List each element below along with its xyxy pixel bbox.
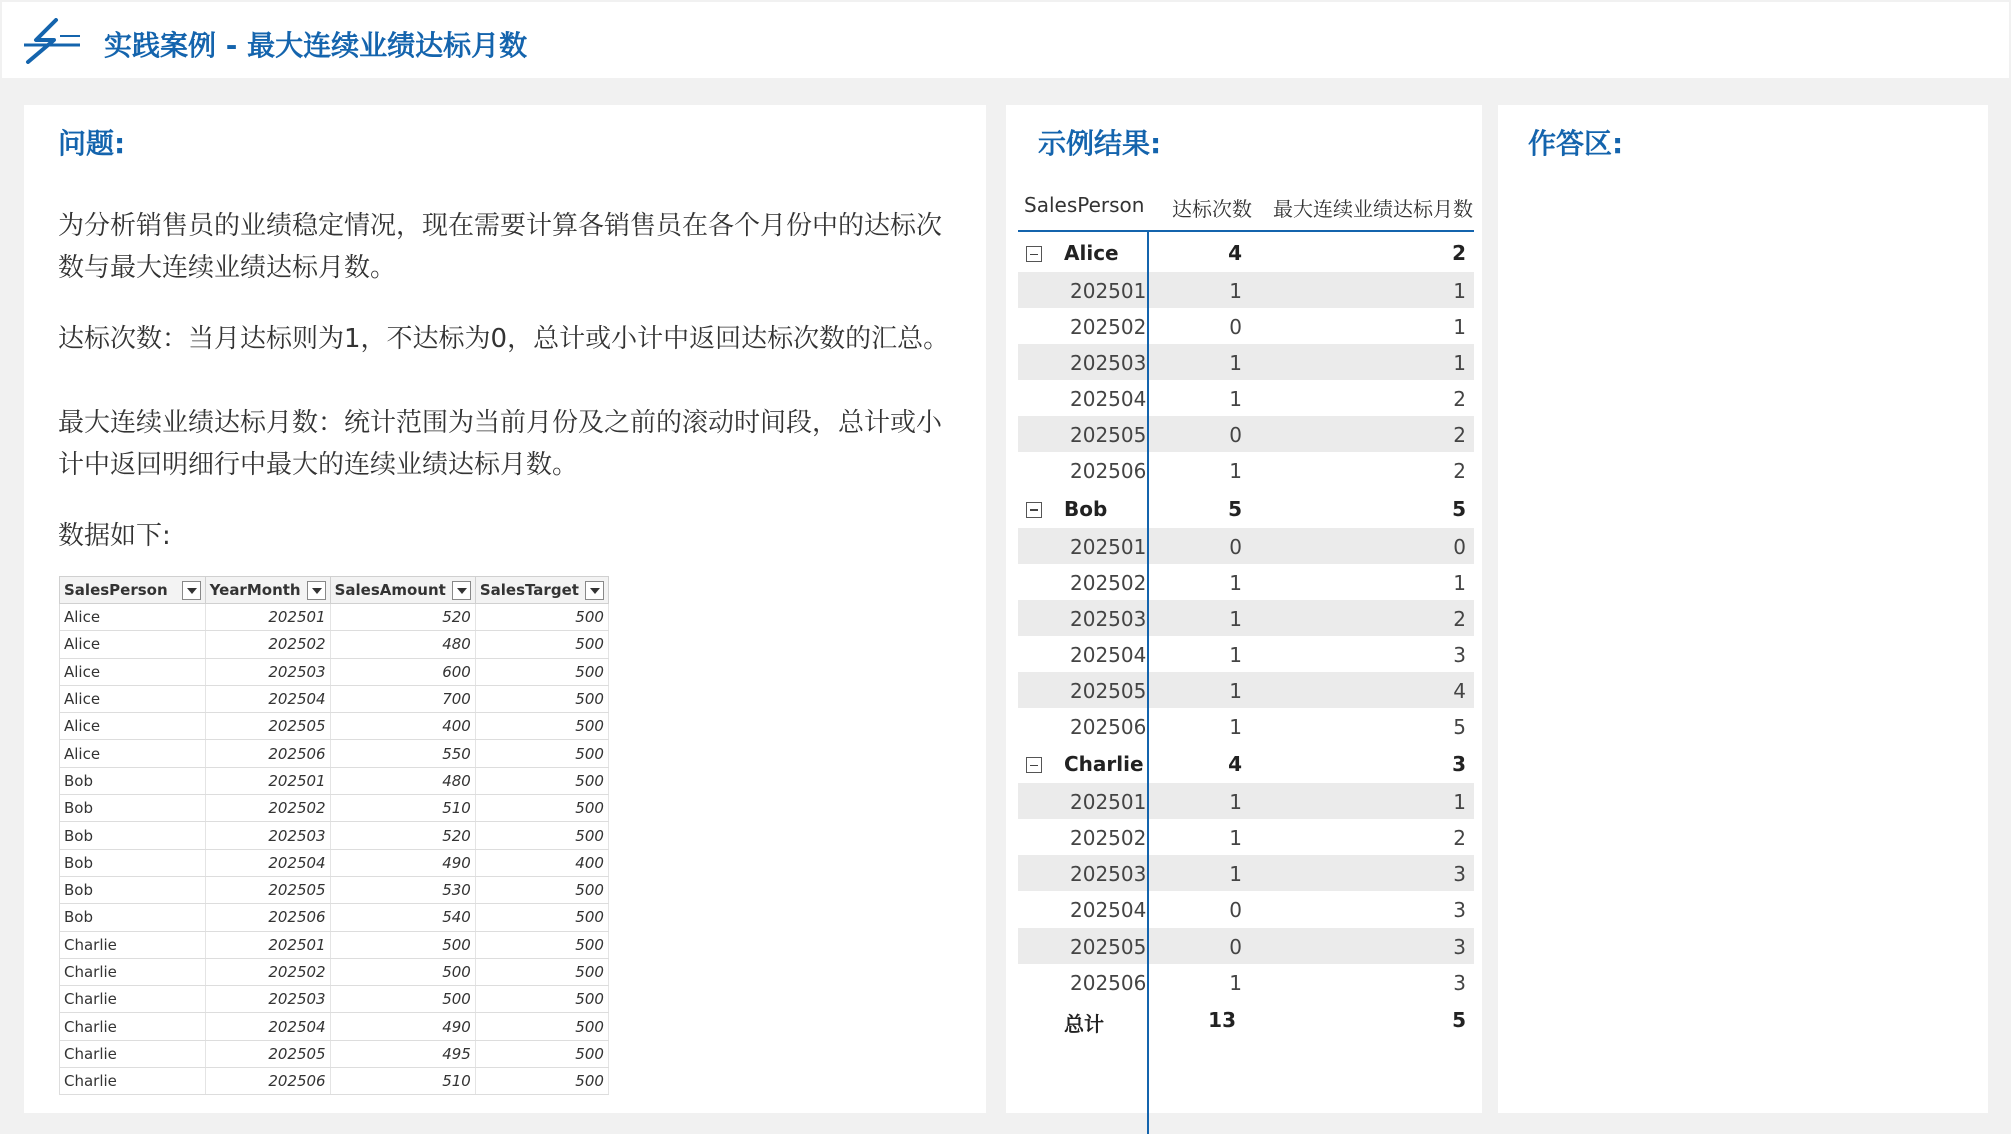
table-cell: 202503	[205, 658, 330, 685]
row-streak: 3	[1453, 934, 1466, 959]
row-month: 202502	[1070, 315, 1147, 340]
group-name: Alice	[1064, 241, 1119, 265]
table-cell: 500	[475, 631, 608, 658]
table-cell: 400	[330, 713, 475, 740]
table-row	[60, 931, 609, 958]
answer-title: 作答区:	[1528, 127, 1624, 160]
definition-streak: 最大连续业绩达标月数：统计范围为当前月份及之前的滚动时间段，总计或小计中返回明细行中最大的连续业绩达标月数。	[58, 408, 943, 480]
collapse-icon[interactable]	[1026, 757, 1042, 773]
table-cell: 500	[475, 740, 608, 767]
group-name: Bob	[1064, 496, 1108, 521]
table-cell: 400	[475, 849, 608, 876]
table-cell: Bob	[60, 795, 206, 822]
table-row	[60, 958, 609, 985]
row-streak: 1	[1453, 790, 1466, 815]
header-divider	[1018, 230, 1474, 232]
filter-dropdown-icon[interactable]	[585, 581, 604, 600]
table-cell: 495	[330, 1040, 475, 1067]
table-cell: 500	[475, 876, 608, 903]
row-count: 1	[1229, 459, 1242, 484]
answer-panel[interactable]	[1498, 105, 1988, 1113]
table-cell: Bob	[60, 822, 206, 849]
result-title: 示例结果:	[1038, 127, 1162, 160]
result-matrix	[1018, 233, 1474, 1038]
page-title: 实践案例 - 最大连续业绩达标月数	[104, 29, 528, 62]
filter-dropdown-icon[interactable]	[182, 581, 201, 600]
matrix-row	[1018, 416, 1474, 452]
table-cell: 500	[475, 1068, 608, 1095]
total-label: 总计	[1064, 1011, 1104, 1036]
table-cell: 202503	[205, 986, 330, 1013]
table-cell: 550	[330, 740, 475, 767]
row-count: 1	[1229, 351, 1242, 376]
table-row	[60, 904, 609, 931]
table-cell: 202501	[205, 604, 330, 631]
group-name: Charlie	[1064, 752, 1144, 777]
row-month: 202502	[1070, 826, 1147, 851]
column-divider	[1147, 232, 1149, 1134]
row-month: 202502	[1070, 570, 1147, 595]
group-streak: 3	[1452, 752, 1466, 777]
table-row	[60, 849, 609, 876]
row-month: 202505	[1070, 423, 1147, 448]
table-cell: 700	[330, 685, 475, 712]
matrix-row	[1018, 528, 1474, 564]
table-cell: Alice	[60, 604, 206, 631]
total-row	[1018, 1000, 1474, 1038]
table-cell: 202505	[205, 876, 330, 903]
row-count: 1	[1229, 715, 1242, 740]
collapse-icon[interactable]	[1026, 502, 1042, 518]
row-month: 202504	[1070, 642, 1147, 667]
row-month: 202505	[1070, 934, 1147, 959]
table-cell: Charlie	[60, 986, 206, 1013]
group-streak: 5	[1452, 496, 1466, 521]
row-streak: 1	[1453, 279, 1466, 303]
table-cell: 500	[475, 604, 608, 631]
row-count: 1	[1229, 790, 1242, 815]
column-header-yearmonth: YearMonth	[205, 577, 330, 604]
table-cell: 500	[330, 986, 475, 1013]
row-streak: 1	[1453, 570, 1466, 595]
source-data-table	[59, 576, 609, 1095]
row-count: 1	[1229, 826, 1242, 851]
matrix-row	[1018, 783, 1474, 819]
column-header-salesperson: SalesPerson	[60, 577, 206, 604]
table-cell: 202502	[205, 795, 330, 822]
data-label: 数据如下:	[58, 521, 171, 551]
header-count[interactable]: 达标次数	[1172, 197, 1252, 221]
question-panel	[24, 105, 986, 1113]
table-cell: 520	[330, 822, 475, 849]
matrix-row	[1018, 964, 1474, 1000]
table-row	[60, 604, 609, 631]
table-cell: 202501	[205, 767, 330, 794]
result-panel	[1006, 105, 1482, 1113]
table-cell: 490	[330, 1013, 475, 1040]
table-cell: 500	[475, 658, 608, 685]
table-row	[60, 658, 609, 685]
row-count: 0	[1229, 898, 1242, 923]
row-count: 1	[1229, 678, 1242, 703]
table-cell: Charlie	[60, 1068, 206, 1095]
row-streak: 1	[1453, 351, 1466, 376]
table-cell: 490	[330, 849, 475, 876]
row-month: 202501	[1070, 534, 1147, 559]
group-count: 4	[1228, 241, 1242, 265]
matrix-row	[1018, 452, 1474, 488]
matrix-row	[1018, 891, 1474, 927]
total-count: 13	[1208, 1007, 1236, 1032]
matrix-row	[1018, 272, 1474, 308]
row-streak: 3	[1453, 970, 1466, 995]
group-row[interactable]	[1018, 489, 1474, 528]
row-count: 1	[1229, 862, 1242, 887]
table-row	[60, 1040, 609, 1067]
table-cell: Bob	[60, 904, 206, 931]
table-cell: 500	[475, 685, 608, 712]
table-cell: 540	[330, 904, 475, 931]
matrix-row	[1018, 819, 1474, 855]
row-month: 202505	[1070, 678, 1147, 703]
table-cell: Alice	[60, 713, 206, 740]
table-cell: Charlie	[60, 958, 206, 985]
collapse-icon[interactable]	[1026, 246, 1042, 262]
table-cell: 202504	[205, 685, 330, 712]
row-month: 202506	[1070, 715, 1147, 740]
table-cell: 520	[330, 604, 475, 631]
row-streak: 2	[1453, 826, 1466, 851]
table-cell: 202502	[205, 958, 330, 985]
table-cell: 202506	[205, 740, 330, 767]
table-cell: 500	[475, 713, 608, 740]
table-cell: 202506	[205, 1068, 330, 1095]
filter-dropdown-icon[interactable]	[452, 581, 471, 600]
table-row	[60, 767, 609, 794]
table-row	[60, 631, 609, 658]
matrix-row	[1018, 380, 1474, 416]
table-cell: 510	[330, 795, 475, 822]
table-cell: 480	[330, 631, 475, 658]
row-count: 0	[1229, 534, 1242, 559]
column-header-salestarget: SalesTarget	[475, 577, 608, 604]
table-cell: 500	[475, 904, 608, 931]
table-row	[60, 986, 609, 1013]
group-row[interactable]	[1018, 233, 1474, 272]
table-row	[60, 713, 609, 740]
table-row	[60, 1068, 609, 1095]
table-cell: 202504	[205, 849, 330, 876]
matrix-row	[1018, 308, 1474, 344]
table-cell: 530	[330, 876, 475, 903]
table-cell: 500	[475, 986, 608, 1013]
row-streak: 1	[1453, 315, 1466, 340]
row-count: 1	[1229, 642, 1242, 667]
table-row	[60, 876, 609, 903]
matrix-row	[1018, 636, 1474, 672]
table-cell: 500	[475, 958, 608, 985]
total-streak: 5	[1452, 1007, 1466, 1032]
table-cell: Alice	[60, 685, 206, 712]
row-month: 202504	[1070, 898, 1147, 923]
table-cell: 480	[330, 767, 475, 794]
table-cell: Alice	[60, 631, 206, 658]
row-streak: 5	[1453, 715, 1466, 740]
matrix-row	[1018, 708, 1474, 744]
question-paragraph: 为分析销售员的业绩稳定情况，现在需要计算各销售员在各个月份中的达标次数与最大连续业绩达标月数。	[58, 211, 943, 283]
table-cell: Bob	[60, 767, 206, 794]
table-cell: Alice	[60, 658, 206, 685]
row-streak: 2	[1453, 423, 1466, 448]
header-streak[interactable]: 最大连续业绩达标月数	[1273, 197, 1473, 221]
table-cell: Alice	[60, 740, 206, 767]
matrix-row	[1018, 344, 1474, 380]
row-streak: 4	[1453, 678, 1466, 703]
matrix-row	[1018, 855, 1474, 891]
table-cell: 202503	[205, 822, 330, 849]
row-count: 0	[1229, 315, 1242, 340]
header-bar	[2, 2, 2009, 78]
table-cell: Bob	[60, 876, 206, 903]
row-streak: 3	[1453, 862, 1466, 887]
table-cell: 202505	[205, 713, 330, 740]
row-streak: 3	[1453, 898, 1466, 923]
table-row	[60, 795, 609, 822]
table-row	[60, 740, 609, 767]
row-count: 1	[1229, 387, 1242, 412]
row-streak: 0	[1453, 534, 1466, 559]
row-month: 202503	[1070, 606, 1147, 631]
row-streak: 2	[1453, 606, 1466, 631]
group-count: 4	[1228, 752, 1242, 777]
table-cell: 500	[475, 931, 608, 958]
table-cell: 500	[330, 931, 475, 958]
table-cell: 500	[475, 822, 608, 849]
row-count: 1	[1229, 279, 1242, 303]
table-cell: 500	[475, 1040, 608, 1067]
table-cell: 202506	[205, 904, 330, 931]
group-row[interactable]	[1018, 744, 1474, 783]
table-cell: 202505	[205, 1040, 330, 1067]
table-row	[60, 822, 609, 849]
table-cell: 600	[330, 658, 475, 685]
table-row	[60, 685, 609, 712]
column-header-salesamount: SalesAmount	[330, 577, 475, 604]
row-count: 0	[1229, 934, 1242, 959]
row-month: 202506	[1070, 459, 1147, 484]
row-month: 202501	[1070, 279, 1147, 303]
table-row	[60, 1013, 609, 1040]
matrix-row	[1018, 564, 1474, 600]
table-cell: Bob	[60, 849, 206, 876]
row-month: 202503	[1070, 862, 1147, 887]
row-month: 202503	[1070, 351, 1147, 376]
table-cell: 500	[330, 958, 475, 985]
filter-dropdown-icon[interactable]	[307, 581, 326, 600]
definition-count: 达标次数：当月达标则为1，不达标为0，总计或小计中返回达标次数的汇总。	[58, 324, 950, 354]
table-cell: 202504	[205, 1013, 330, 1040]
table-cell: 500	[475, 795, 608, 822]
table-cell: Charlie	[60, 931, 206, 958]
group-streak: 2	[1452, 241, 1466, 265]
row-count: 0	[1229, 423, 1242, 448]
table-cell: 202501	[205, 931, 330, 958]
row-count: 1	[1229, 970, 1242, 995]
matrix-header	[1024, 185, 1472, 227]
matrix-row	[1018, 672, 1474, 708]
row-streak: 2	[1453, 387, 1466, 412]
row-month: 202504	[1070, 387, 1147, 412]
matrix-row	[1018, 928, 1474, 964]
table-cell: Charlie	[60, 1040, 206, 1067]
logo-icon	[22, 18, 82, 64]
table-cell: 202502	[205, 631, 330, 658]
table-cell: 500	[475, 767, 608, 794]
row-streak: 3	[1453, 642, 1466, 667]
row-streak: 2	[1453, 459, 1466, 484]
header-salesperson[interactable]: SalesPerson	[1024, 193, 1145, 217]
table-cell: 500	[475, 1013, 608, 1040]
table-cell: Charlie	[60, 1013, 206, 1040]
matrix-row	[1018, 600, 1474, 636]
table-cell: 510	[330, 1068, 475, 1095]
row-month: 202501	[1070, 790, 1147, 815]
row-count: 1	[1229, 606, 1242, 631]
question-title: 问题:	[58, 127, 126, 160]
row-month: 202506	[1070, 970, 1147, 995]
row-count: 1	[1229, 570, 1242, 595]
group-count: 5	[1228, 496, 1242, 521]
